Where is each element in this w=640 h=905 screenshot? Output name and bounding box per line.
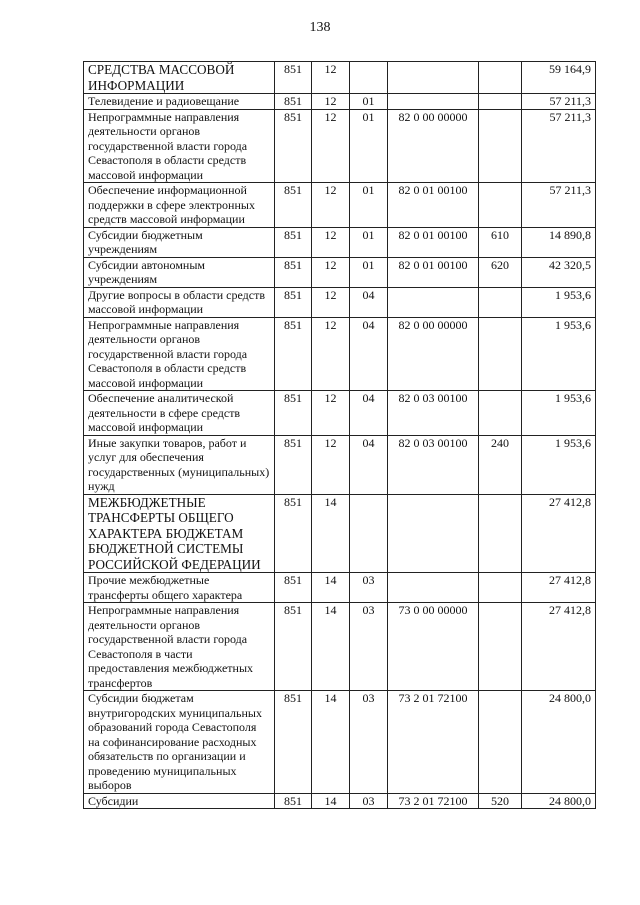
expense-type-code [479,603,522,691]
table-row [84,391,596,436]
amount: 57 211,3 [522,183,596,228]
expense-type-code: 620 [479,257,522,287]
section-code: 12 [312,435,350,494]
ministry-code: 851 [275,287,312,317]
ministry-code: 851 [275,227,312,257]
amount: 59 164,9 [522,62,596,94]
expense-type-code: 240 [479,435,522,494]
target-article-code [388,62,479,94]
table-row [84,494,596,573]
subsection-code: 04 [350,435,388,494]
subsection-code: 01 [350,257,388,287]
expense-type-code [479,62,522,94]
section-code: 12 [312,109,350,183]
amount: 57 211,3 [522,109,596,183]
ministry-code: 851 [275,573,312,603]
target-article-code: 73 2 01 72100 [388,691,479,794]
subsection-code [350,62,388,94]
section-code: 14 [312,603,350,691]
target-article-code: 73 0 00 00000 [388,603,479,691]
subsection-code: 04 [350,391,388,436]
target-article-code: 82 0 03 00100 [388,435,479,494]
ministry-code: 851 [275,183,312,228]
row-name: Телевидение и радиовещание [84,94,275,110]
table-row [84,257,596,287]
target-article-code [388,287,479,317]
expense-type-code [479,691,522,794]
target-article-code: 82 0 01 00100 [388,183,479,228]
amount: 1 953,6 [522,435,596,494]
target-article-code: 82 0 00 00000 [388,109,479,183]
subsection-code: 01 [350,109,388,183]
subsection-code: 03 [350,793,388,809]
section-code: 14 [312,494,350,573]
row-name: Непрограммные направления деятельности органов государственной власти города Севастополя в области средств массовой информации [84,109,275,183]
amount: 42 320,5 [522,257,596,287]
amount: 24 800,0 [522,691,596,794]
row-name: Обеспечение информационной поддержки в сфере электронных средств массовой информации [84,183,275,228]
amount: 24 800,0 [522,793,596,809]
row-name: Субсидии бюджетам внутригородских муниципальных образований города Севастополя на софинансирование расходных обязательств по организации и проведению муниципальных выборов [84,691,275,794]
section-code: 12 [312,257,350,287]
ministry-code: 851 [275,494,312,573]
row-name: Непрограммные направления деятельности органов государственной власти города Севастополя в области средств массовой информации [84,317,275,391]
expense-type-code [479,391,522,436]
section-code: 12 [312,227,350,257]
page-number: 138 [309,20,331,35]
subsection-code: 03 [350,603,388,691]
row-name: Прочие межбюджетные трансферты общего характера [84,573,275,603]
table-row [84,62,596,94]
subsection-code: 01 [350,94,388,110]
row-name: Другие вопросы в области средств массовой информации [84,287,275,317]
table-row [84,603,596,691]
amount: 14 890,8 [522,227,596,257]
amount: 27 412,8 [522,573,596,603]
expense-type-code [479,183,522,228]
target-article-code [388,494,479,573]
table-row [84,435,596,494]
target-article-code [388,573,479,603]
ministry-code: 851 [275,793,312,809]
subsection-code [350,494,388,573]
expense-type-code [479,287,522,317]
target-article-code: 82 0 01 00100 [388,227,479,257]
table-row [84,317,596,391]
subsection-code: 03 [350,573,388,603]
table-row [84,109,596,183]
ministry-code: 851 [275,94,312,110]
target-article-code: 73 2 01 72100 [388,793,479,809]
section-code: 14 [312,793,350,809]
budget-table [83,61,596,809]
row-name: Непрограммные направления деятельности органов государственной власти города Севастополя в части предоставления межбюджетных трансфертов [84,603,275,691]
ministry-code: 851 [275,62,312,94]
amount: 1 953,6 [522,317,596,391]
section-code: 12 [312,94,350,110]
ministry-code: 851 [275,691,312,794]
ministry-code: 851 [275,603,312,691]
amount: 27 412,8 [522,603,596,691]
ministry-code: 851 [275,391,312,436]
expense-type-code [479,317,522,391]
table-row [84,287,596,317]
target-article-code: 82 0 03 00100 [388,391,479,436]
table-row [84,227,596,257]
row-name: МЕЖБЮДЖЕТНЫЕ ТРАНСФЕРТЫ ОБЩЕГО ХАРАКТЕРА БЮДЖЕТАМ БЮДЖЕТНОЙ СИСТЕМЫ РОССИЙСКОЙ ФЕДЕРАЦИИ [84,494,275,573]
expense-type-code [479,573,522,603]
section-code: 12 [312,317,350,391]
row-name: Субсидии бюджетным учреждениям [84,227,275,257]
row-name: Иные закупки товаров, работ и услуг для обеспечения государственных (муниципальных) нужд [84,435,275,494]
target-article-code: 82 0 01 00100 [388,257,479,287]
table-row [84,94,596,110]
section-code: 12 [312,391,350,436]
expense-type-code: 520 [479,793,522,809]
expense-type-code [479,494,522,573]
expense-type-code [479,94,522,110]
table-row [84,573,596,603]
table-row [84,793,596,809]
ministry-code: 851 [275,257,312,287]
subsection-code: 03 [350,691,388,794]
row-name: Субсидии [84,793,275,809]
section-code: 12 [312,62,350,94]
table-row [84,691,596,794]
target-article-code [388,94,479,110]
amount: 1 953,6 [522,391,596,436]
table-row [84,183,596,228]
ministry-code: 851 [275,435,312,494]
subsection-code: 04 [350,317,388,391]
target-article-code: 82 0 00 00000 [388,317,479,391]
subsection-code: 01 [350,227,388,257]
subsection-code: 01 [350,183,388,228]
ministry-code: 851 [275,317,312,391]
section-code: 14 [312,691,350,794]
amount: 1 953,6 [522,287,596,317]
row-name: СРЕДСТВА МАССОВОЙ ИНФОРМАЦИИ [84,62,275,94]
amount: 27 412,8 [522,494,596,573]
row-name: Обеспечение аналитической деятельности в сфере средств массовой информации [84,391,275,436]
expense-type-code [479,109,522,183]
section-code: 12 [312,183,350,228]
section-code: 14 [312,573,350,603]
subsection-code: 04 [350,287,388,317]
row-name: Субсидии автономным учреждениям [84,257,275,287]
section-code: 12 [312,287,350,317]
expense-type-code: 610 [479,227,522,257]
ministry-code: 851 [275,109,312,183]
amount: 57 211,3 [522,94,596,110]
